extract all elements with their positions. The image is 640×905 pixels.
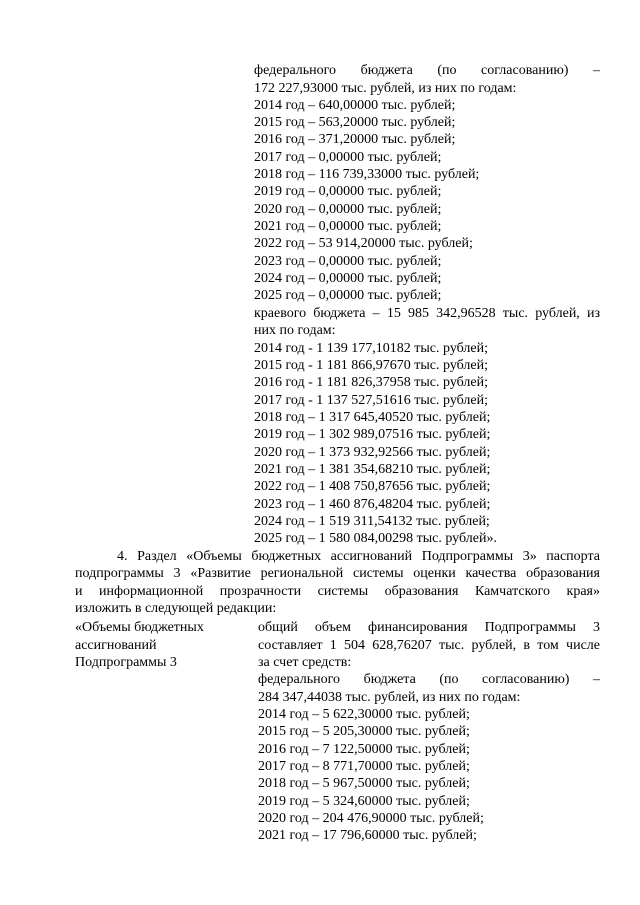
section-4-paragraph-line: изложить в следующей редакции: bbox=[75, 601, 277, 616]
federal-year-line: 2015 год – 563,20000 тыс. рублей; bbox=[254, 115, 456, 130]
federal-year-line: 2022 год – 53 914,20000 тыс. рублей; bbox=[254, 236, 473, 251]
table-label-line: Подпрограммы 3 bbox=[75, 655, 177, 670]
regional-year-line: 2025 год – 1 580 084,00298 тыс. рублей». bbox=[254, 531, 497, 546]
federal-year-line: 2021 год – 17 796,60000 тыс. рублей; bbox=[258, 828, 477, 843]
regional-year-line: 2022 год – 1 408 750,87656 тыс. рублей; bbox=[254, 479, 491, 494]
federal-budget-total: 284 347,44038 тыс. рублей, из них по годам: bbox=[258, 690, 521, 705]
regional-budget-header: краевого бюджета – 15 985 342,96528 тыс. рублей, из bbox=[254, 306, 600, 321]
regional-year-line: 2024 год – 1 519 311,54132 тыс. рублей; bbox=[254, 514, 490, 529]
federal-year-line: 2015 год – 5 205,30000 тыс. рублей; bbox=[258, 724, 470, 739]
federal-year-line: 2024 год – 0,00000 тыс. рублей; bbox=[254, 271, 442, 286]
regional-year-line: 2023 год – 1 460 876,48204 тыс. рублей; bbox=[254, 497, 491, 512]
table-label-line: «Объемы бюджетных bbox=[75, 620, 204, 635]
table-label-line: ассигнований bbox=[75, 638, 157, 653]
federal-budget-total: 172 227,93000 тыс. рублей, из них по годам: bbox=[254, 81, 517, 96]
federal-year-line: 2014 год – 5 622,30000 тыс. рублей; bbox=[258, 707, 470, 722]
federal-year-line: 2025 год – 0,00000 тыс. рублей; bbox=[254, 288, 442, 303]
federal-year-line: 2023 год – 0,00000 тыс. рублей; bbox=[254, 254, 442, 269]
regional-year-line: 2016 год - 1 181 826,37958 тыс. рублей; bbox=[254, 375, 489, 390]
federal-year-line: 2018 год – 5 967,50000 тыс. рублей; bbox=[258, 776, 470, 791]
federal-year-line: 2020 год – 0,00000 тыс. рублей; bbox=[254, 202, 442, 217]
regional-year-line: 2021 год – 1 381 354,68210 тыс. рублей; bbox=[254, 462, 491, 477]
federal-year-line: 2014 год – 640,00000 тыс. рублей; bbox=[254, 98, 456, 113]
regional-year-line: 2017 год - 1 137 527,51616 тыс. рублей; bbox=[254, 393, 489, 408]
funding-total-line: за счет средств: bbox=[258, 655, 352, 670]
federal-budget-header: федерального бюджета (по согласованию) – bbox=[254, 63, 600, 78]
regional-year-line: 2014 год - 1 139 177,10182 тыс. рублей; bbox=[254, 341, 489, 356]
federal-budget-header: федерального бюджета (по согласованию) – bbox=[258, 672, 600, 687]
funding-total-line: составляет 1 504 628,76207 тыс. рублей, в том числе bbox=[258, 638, 600, 653]
regional-year-line: 2015 год - 1 181 866,97670 тыс. рублей; bbox=[254, 358, 489, 373]
regional-year-line: 2020 год – 1 373 932,92566 тыс. рублей; bbox=[254, 445, 491, 460]
funding-total-line: общий объем финансирования Подпрограммы 3 bbox=[258, 620, 600, 635]
regional-year-line: 2018 год – 1 317 645,40520 тыс. рублей; bbox=[254, 410, 491, 425]
regional-budget-header-cont: них по годам: bbox=[254, 323, 336, 338]
federal-year-line: 2016 год – 371,20000 тыс. рублей; bbox=[254, 132, 456, 147]
federal-year-line: 2017 год – 0,00000 тыс. рублей; bbox=[254, 150, 442, 165]
federal-year-line: 2017 год – 8 771,70000 тыс. рублей; bbox=[258, 759, 470, 774]
federal-year-line: 2021 год – 0,00000 тыс. рублей; bbox=[254, 219, 442, 234]
federal-year-line: 2016 год – 7 122,50000 тыс. рублей; bbox=[258, 742, 470, 757]
section-4-paragraph-line: 4. Раздел «Объемы бюджетных ассигнований Подпрограммы 3» паспорта bbox=[117, 549, 600, 564]
federal-year-line: 2018 год – 116 739,33000 тыс. рублей; bbox=[254, 167, 480, 182]
section-4-paragraph-line: и информационной прозрачности системы образования Камчатского края» bbox=[75, 584, 600, 599]
federal-year-line: 2019 год – 0,00000 тыс. рублей; bbox=[254, 184, 442, 199]
regional-year-line: 2019 год – 1 302 989,07516 тыс. рублей; bbox=[254, 427, 491, 442]
federal-year-line: 2020 год – 204 476,90000 тыс. рублей; bbox=[258, 811, 484, 826]
federal-year-line: 2019 год – 5 324,60000 тыс. рублей; bbox=[258, 794, 470, 809]
section-4-paragraph-line: подпрограммы 3 «Развитие региональной системы оценки качества образования bbox=[75, 566, 600, 581]
